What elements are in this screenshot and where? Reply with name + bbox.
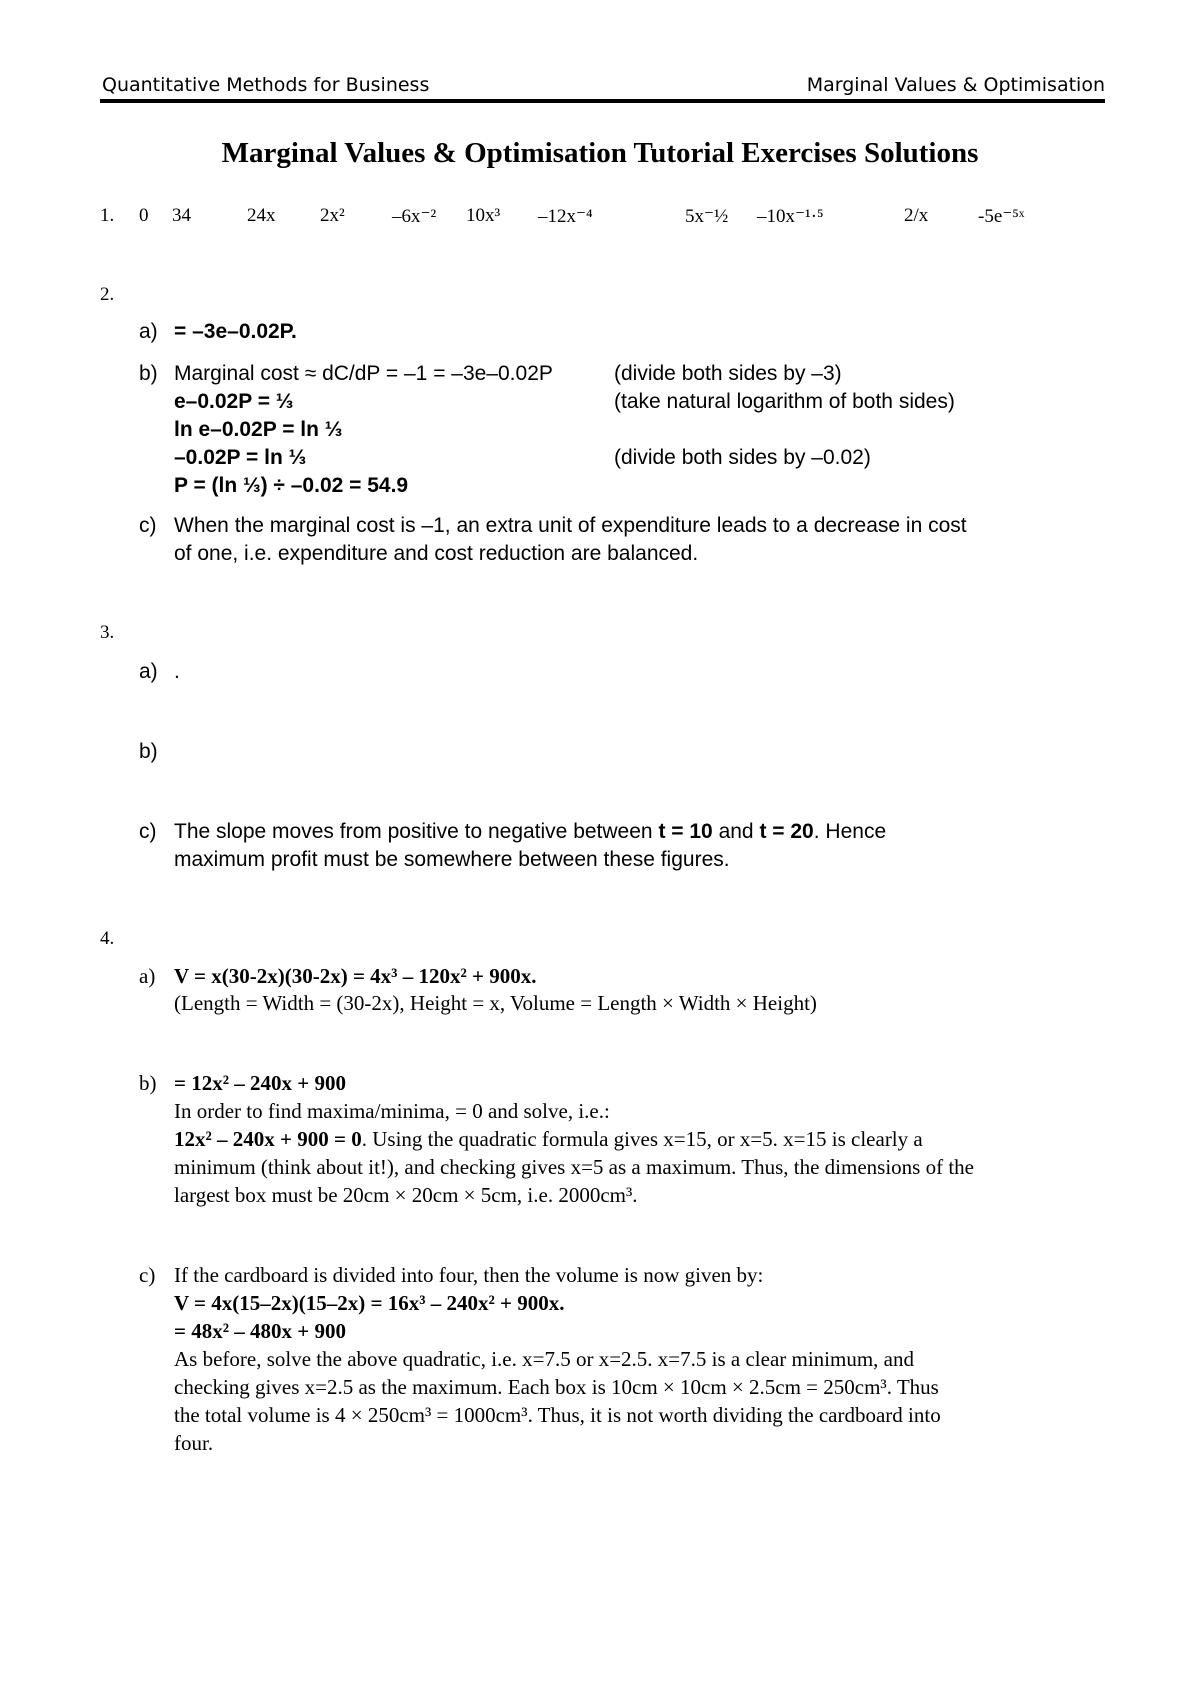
header-rule: [100, 99, 1105, 103]
q3c-line-1: [174, 820, 886, 844]
q3c-line-2: maximum profit must be somewhere between these figures.: [174, 848, 730, 871]
q4c-line-7: four.: [174, 1431, 214, 1455]
q2c-line-2: of one, i.e. expenditure and cost reduction are balanced.: [174, 542, 699, 565]
q4b-line-3-bold: 12x² – 240x + 900 = 0: [174, 1127, 362, 1151]
q4b-label: b): [139, 1071, 157, 1095]
q2b-line-3: ln e–0.02P = ln ⅓: [174, 418, 343, 441]
q1-answer-5: –6x⁻²: [392, 206, 437, 227]
q4c-line-5: checking gives x=2.5 as the maximum. Each box is 10cm × 10cm × 2.5cm = 250cm³. Thus: [174, 1375, 939, 1399]
q1-answer-2: 34: [172, 205, 191, 226]
q2b-note-2: (take natural logarithm of both sides): [614, 390, 955, 413]
q1-answer-6: 10x³: [466, 205, 501, 226]
q4c-line-2: V = 4x(15–2x)(15–2x) = 16x³ – 240x² + 900x.: [174, 1291, 565, 1315]
q4-number: 4.: [100, 928, 115, 949]
q2b-line-2: e–0.02P = ⅓: [174, 390, 294, 413]
q3b-label: b): [139, 740, 158, 763]
q3c-and: and: [712, 820, 760, 843]
page-title: Marginal Values & Optimisation Tutorial Exercises Solutions: [221, 137, 979, 169]
q4a-label: a): [139, 964, 156, 988]
q4c-label: c): [139, 1263, 156, 1287]
q3a-label: a): [139, 660, 158, 683]
q4c-line-4: As before, solve the above quadratic, i.e. x=7.5 or x=2.5. x=7.5 is a clear minimum, and: [174, 1347, 915, 1371]
q3-number: 3.: [100, 622, 115, 643]
q4a-line-2: (Length = Width = (30-2x), Height = x, Volume = Length × Width × Height): [174, 991, 817, 1015]
q4b-line-2: In order to find maxima/minima, = 0 and solve, i.e.:: [174, 1099, 610, 1123]
q4c-line-6: the total volume is 4 × 250cm³ = 1000cm³. Thus, it is not worth dividing the cardboard into: [174, 1403, 941, 1427]
q4c-line-3: = 48x² – 480x + 900: [174, 1319, 346, 1343]
q2a-label: a): [139, 320, 158, 343]
q1-answer-11: -5e⁻⁵ˣ: [978, 206, 1025, 227]
q4b-line-5: largest box must be 20cm × 20cm × 5cm, i.e. 2000cm³.: [174, 1183, 638, 1207]
q4b-line-4: minimum (think about it!), and checking gives x=5 as a maximum. Thus, the dimensions of the: [174, 1155, 974, 1179]
q2b-line-4: –0.02P = ln ⅓: [174, 446, 307, 469]
q4b-line-1: = 12x² – 240x + 900: [174, 1071, 346, 1095]
q2-number: 2.: [100, 284, 115, 305]
q2c-label: c): [139, 514, 157, 537]
q4c-line-1: If the cardboard is divided into four, then the volume is now given by:: [174, 1263, 764, 1287]
header-topic-title: Marginal Values & Optimisation: [806, 74, 1105, 96]
q3a-text: .: [174, 660, 180, 683]
q1-answer-3: 24x: [247, 205, 276, 226]
q4b-line-3: [174, 1127, 923, 1152]
q4a-line-1: V = x(30-2x)(30-2x) = 4x³ – 120x² + 900x.: [174, 964, 537, 988]
header-course-title: Quantitative Methods for Business: [102, 74, 430, 96]
q3c-line-1-pre: The slope moves from positive to negative between: [174, 820, 659, 843]
q2b-line-1: Marginal cost ≈ dC/dP = –1 = –3e–0.02P: [174, 362, 553, 385]
q1-answer-9: –10x⁻¹·⁵: [757, 206, 824, 227]
q3c-label: c): [139, 820, 157, 843]
q2c-line-1: When the marginal cost is –1, an extra unit of expenditure leads to a decrease in cost: [174, 514, 967, 537]
q2b-note-1: (divide both sides by –3): [614, 362, 842, 385]
q1-answer-4: 2x²: [320, 205, 345, 226]
q1-number: 1.: [100, 205, 115, 226]
q2a-text: = –3e–0.02P.: [174, 320, 297, 343]
q3c-line-1-post: . Hence: [813, 820, 887, 843]
q2b-note-4: (divide both sides by –0.02): [614, 446, 871, 469]
q3c-t20: t = 20: [759, 820, 814, 843]
q4b-line-3-rest: . Using the quadratic formula gives x=15, or x=5. x=15 is clearly a: [361, 1127, 923, 1151]
q1-answer-1: 0: [139, 205, 149, 226]
q3c-t10: t = 10: [658, 820, 713, 843]
q1-answer-8: 5x⁻½: [685, 206, 729, 227]
q1-answer-10: 2/x: [904, 205, 929, 226]
q2b-label: b): [139, 362, 158, 385]
q1-answer-7: –12x⁻⁴: [538, 206, 593, 227]
q2b-line-5: P = (ln ⅓) ÷ –0.02 = 54.9: [174, 474, 409, 497]
